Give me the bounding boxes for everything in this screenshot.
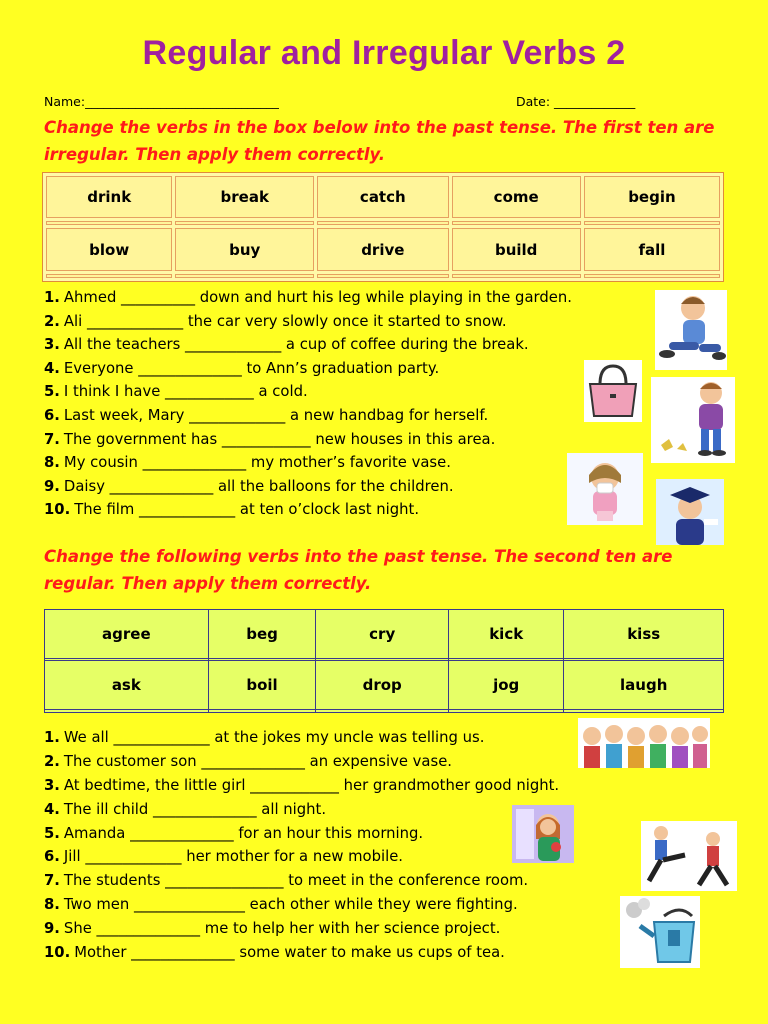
woman-image <box>512 805 574 863</box>
page-title: Regular and Irregular Verbs 2 <box>142 34 626 72</box>
list-item: 8. My cousin ______________ my mother’s favorite vase. <box>44 454 451 472</box>
irregular-verb-box <box>42 172 724 282</box>
list-item: 10. Mother ______________ some water to make us cups of tea. <box>44 944 505 962</box>
laughing-people-image <box>578 718 710 768</box>
verb-cell: agree <box>45 610 209 659</box>
list-item: 5. I think I have ____________ a cold. <box>44 383 308 401</box>
answer-cell[interactable] <box>584 274 720 278</box>
answer-cell[interactable] <box>316 710 449 713</box>
verb-cell: drink <box>46 176 172 218</box>
verb-cell: build <box>452 228 581 270</box>
answer-cell[interactable] <box>208 710 316 713</box>
date-field-label: Date: _____________ <box>516 94 636 109</box>
list-item: 3. At bedtime, the little girl ____________ her grandmother good night. <box>44 776 560 794</box>
verb-cell: come <box>452 176 581 218</box>
answer-cell[interactable] <box>175 221 314 225</box>
answer-cell[interactable] <box>448 710 563 713</box>
list-item: 1. Ahmed __________ down and hurt his leg while playing in the garden. <box>44 289 572 306</box>
list-item: 4. The ill child ______________ all night. <box>44 800 327 818</box>
list-item: 6. Jill _____________ her mother for a new mobile. <box>44 848 404 866</box>
answer-cell[interactable] <box>317 274 448 278</box>
verb-cell: jog <box>448 661 563 710</box>
list-item: 9. Daisy ______________ all the balloons for the children. <box>44 477 454 495</box>
kettle-image <box>620 896 700 968</box>
answer-cell[interactable] <box>584 221 720 225</box>
instruction-irregular: Change the verbs in the box below into the past tense. The first ten are irregular. Then apply them correctly. <box>44 118 715 164</box>
answer-cell[interactable] <box>175 274 314 278</box>
fallen-boy-image <box>655 290 727 370</box>
list-item: 8. Two men _______________ each other while they were fighting. <box>44 896 518 914</box>
regular-sentence-list <box>44 729 559 968</box>
list-item: 4. Everyone ______________ to Ann’s graduation party. <box>44 359 440 377</box>
sick-girl-image <box>567 453 643 525</box>
verb-cell: boil <box>208 661 316 710</box>
broken-vase-boy-image <box>651 377 735 463</box>
list-item: 5. Amanda ______________ for an hour this morning. <box>44 824 424 842</box>
handbag-image <box>584 360 642 422</box>
answer-cell[interactable] <box>46 274 172 278</box>
verb-cell: buy <box>175 228 314 270</box>
verb-cell: kick <box>448 610 563 659</box>
verb-cell: fall <box>584 228 720 270</box>
verb-cell: drop <box>316 661 449 710</box>
list-item: 2. The customer son ______________ an expensive vase. <box>44 752 453 770</box>
answer-cell[interactable] <box>317 221 448 225</box>
answer-cell[interactable] <box>564 710 724 713</box>
fighting-men-image <box>641 821 737 891</box>
instruction-regular: Change the following verbs into the past tense. The second ten are regular. Then apply them correctly. <box>44 547 673 593</box>
answer-cell[interactable] <box>45 710 209 713</box>
list-item: 10. The film _____________ at ten o’clock last night. <box>44 501 420 519</box>
verb-cell: begin <box>584 176 720 218</box>
list-item: 7. The government has ____________ new houses in this area. <box>44 430 496 448</box>
verb-cell: break <box>175 176 314 218</box>
verb-cell: kiss <box>564 610 724 659</box>
verb-cell: drive <box>317 228 448 270</box>
verb-cell: laugh <box>564 661 724 710</box>
verb-cell: cry <box>316 610 449 659</box>
verb-cell: beg <box>208 610 316 659</box>
list-item: 2. Ali _____________ the car very slowly once it started to snow. <box>44 312 507 330</box>
list-item: 6. Last week, Mary _____________ a new handbag for herself. <box>44 406 489 424</box>
irregular-sentence-list <box>44 289 572 525</box>
regular-verb-box <box>44 609 724 713</box>
name-field-label: Name:_______________________________ <box>44 94 279 109</box>
list-item: 9. She ______________ me to help her with her science project. <box>44 920 501 938</box>
list-item: 1. We all _____________ at the jokes my uncle was telling us. <box>44 729 485 746</box>
list-item: 3. All the teachers _____________ a cup of coffee during the break. <box>44 336 529 354</box>
list-item: 7. The students ________________ to meet in the conference room. <box>44 872 529 890</box>
graduate-image <box>656 479 724 545</box>
verb-cell: blow <box>46 228 172 270</box>
verb-cell: catch <box>317 176 448 218</box>
answer-cell[interactable] <box>452 274 581 278</box>
verb-cell: ask <box>45 661 209 710</box>
answer-cell[interactable] <box>452 221 581 225</box>
answer-cell[interactable] <box>46 221 172 225</box>
